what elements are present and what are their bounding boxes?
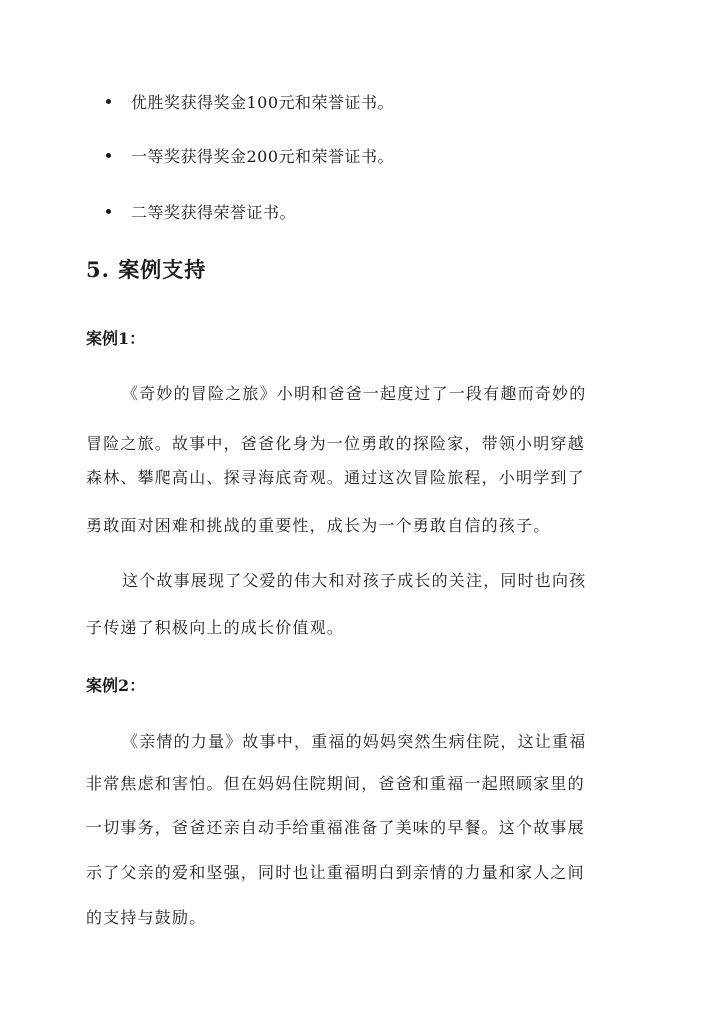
paragraph-line: 非常焦虑和害怕。但在妈妈住院期间，爸爸和重福一起照顾家里的 [86, 774, 585, 793]
bullet-text: 二等奖获得荣誉证书。 [131, 202, 297, 222]
bullet-text: 优胜奖获得奖金100元和荣誉证书。 [131, 92, 395, 112]
bullet-icon [106, 99, 111, 104]
list-item [106, 196, 296, 226]
list-item [106, 140, 394, 170]
list-item [106, 86, 394, 116]
paragraph-line: 冒险之旅。故事中，爸爸化身为一位勇敢的探险家，带领小明穿越 [86, 434, 585, 453]
bullet-icon [106, 209, 111, 214]
bullet-icon [106, 153, 111, 158]
case-label: 案例2： [86, 676, 146, 695]
paragraph-line: 森林、攀爬高山、探寻海底奇观。通过这次冒险旅程，小明学到了 [86, 468, 585, 487]
paragraph-line: 《奇妙的冒险之旅》小明和爸爸一起度过了一段有趣而奇妙的 [122, 384, 587, 403]
bullet-text: 一等奖获得奖金200元和荣誉证书。 [131, 146, 395, 166]
paragraph-line: 的支持与鼓励。 [86, 908, 207, 927]
paragraph-line: 示了父亲的爱和坚强，同时也让重福明白到亲情的力量和家人之间 [86, 863, 585, 882]
paragraph-line: 一切事务，爸爸还亲自动手给重福准备了美味的早餐。这个故事展 [86, 818, 585, 837]
paragraph-line: 子传递了积极向上的成长价值观。 [86, 618, 345, 637]
paragraph-line: 《亲情的力量》故事中，重福的妈妈突然生病住院，这让重福 [122, 732, 587, 751]
case-label: 案例1： [86, 329, 146, 348]
paragraph-line: 这个故事展现了父爱的伟大和对孩子成长的关注，同时也向孩 [122, 571, 587, 590]
paragraph-line: 勇敢面对困难和挑战的重要性，成长为一个勇敢自信的孩子。 [86, 516, 551, 535]
section-title: 5. 案例支持 [86, 257, 207, 282]
